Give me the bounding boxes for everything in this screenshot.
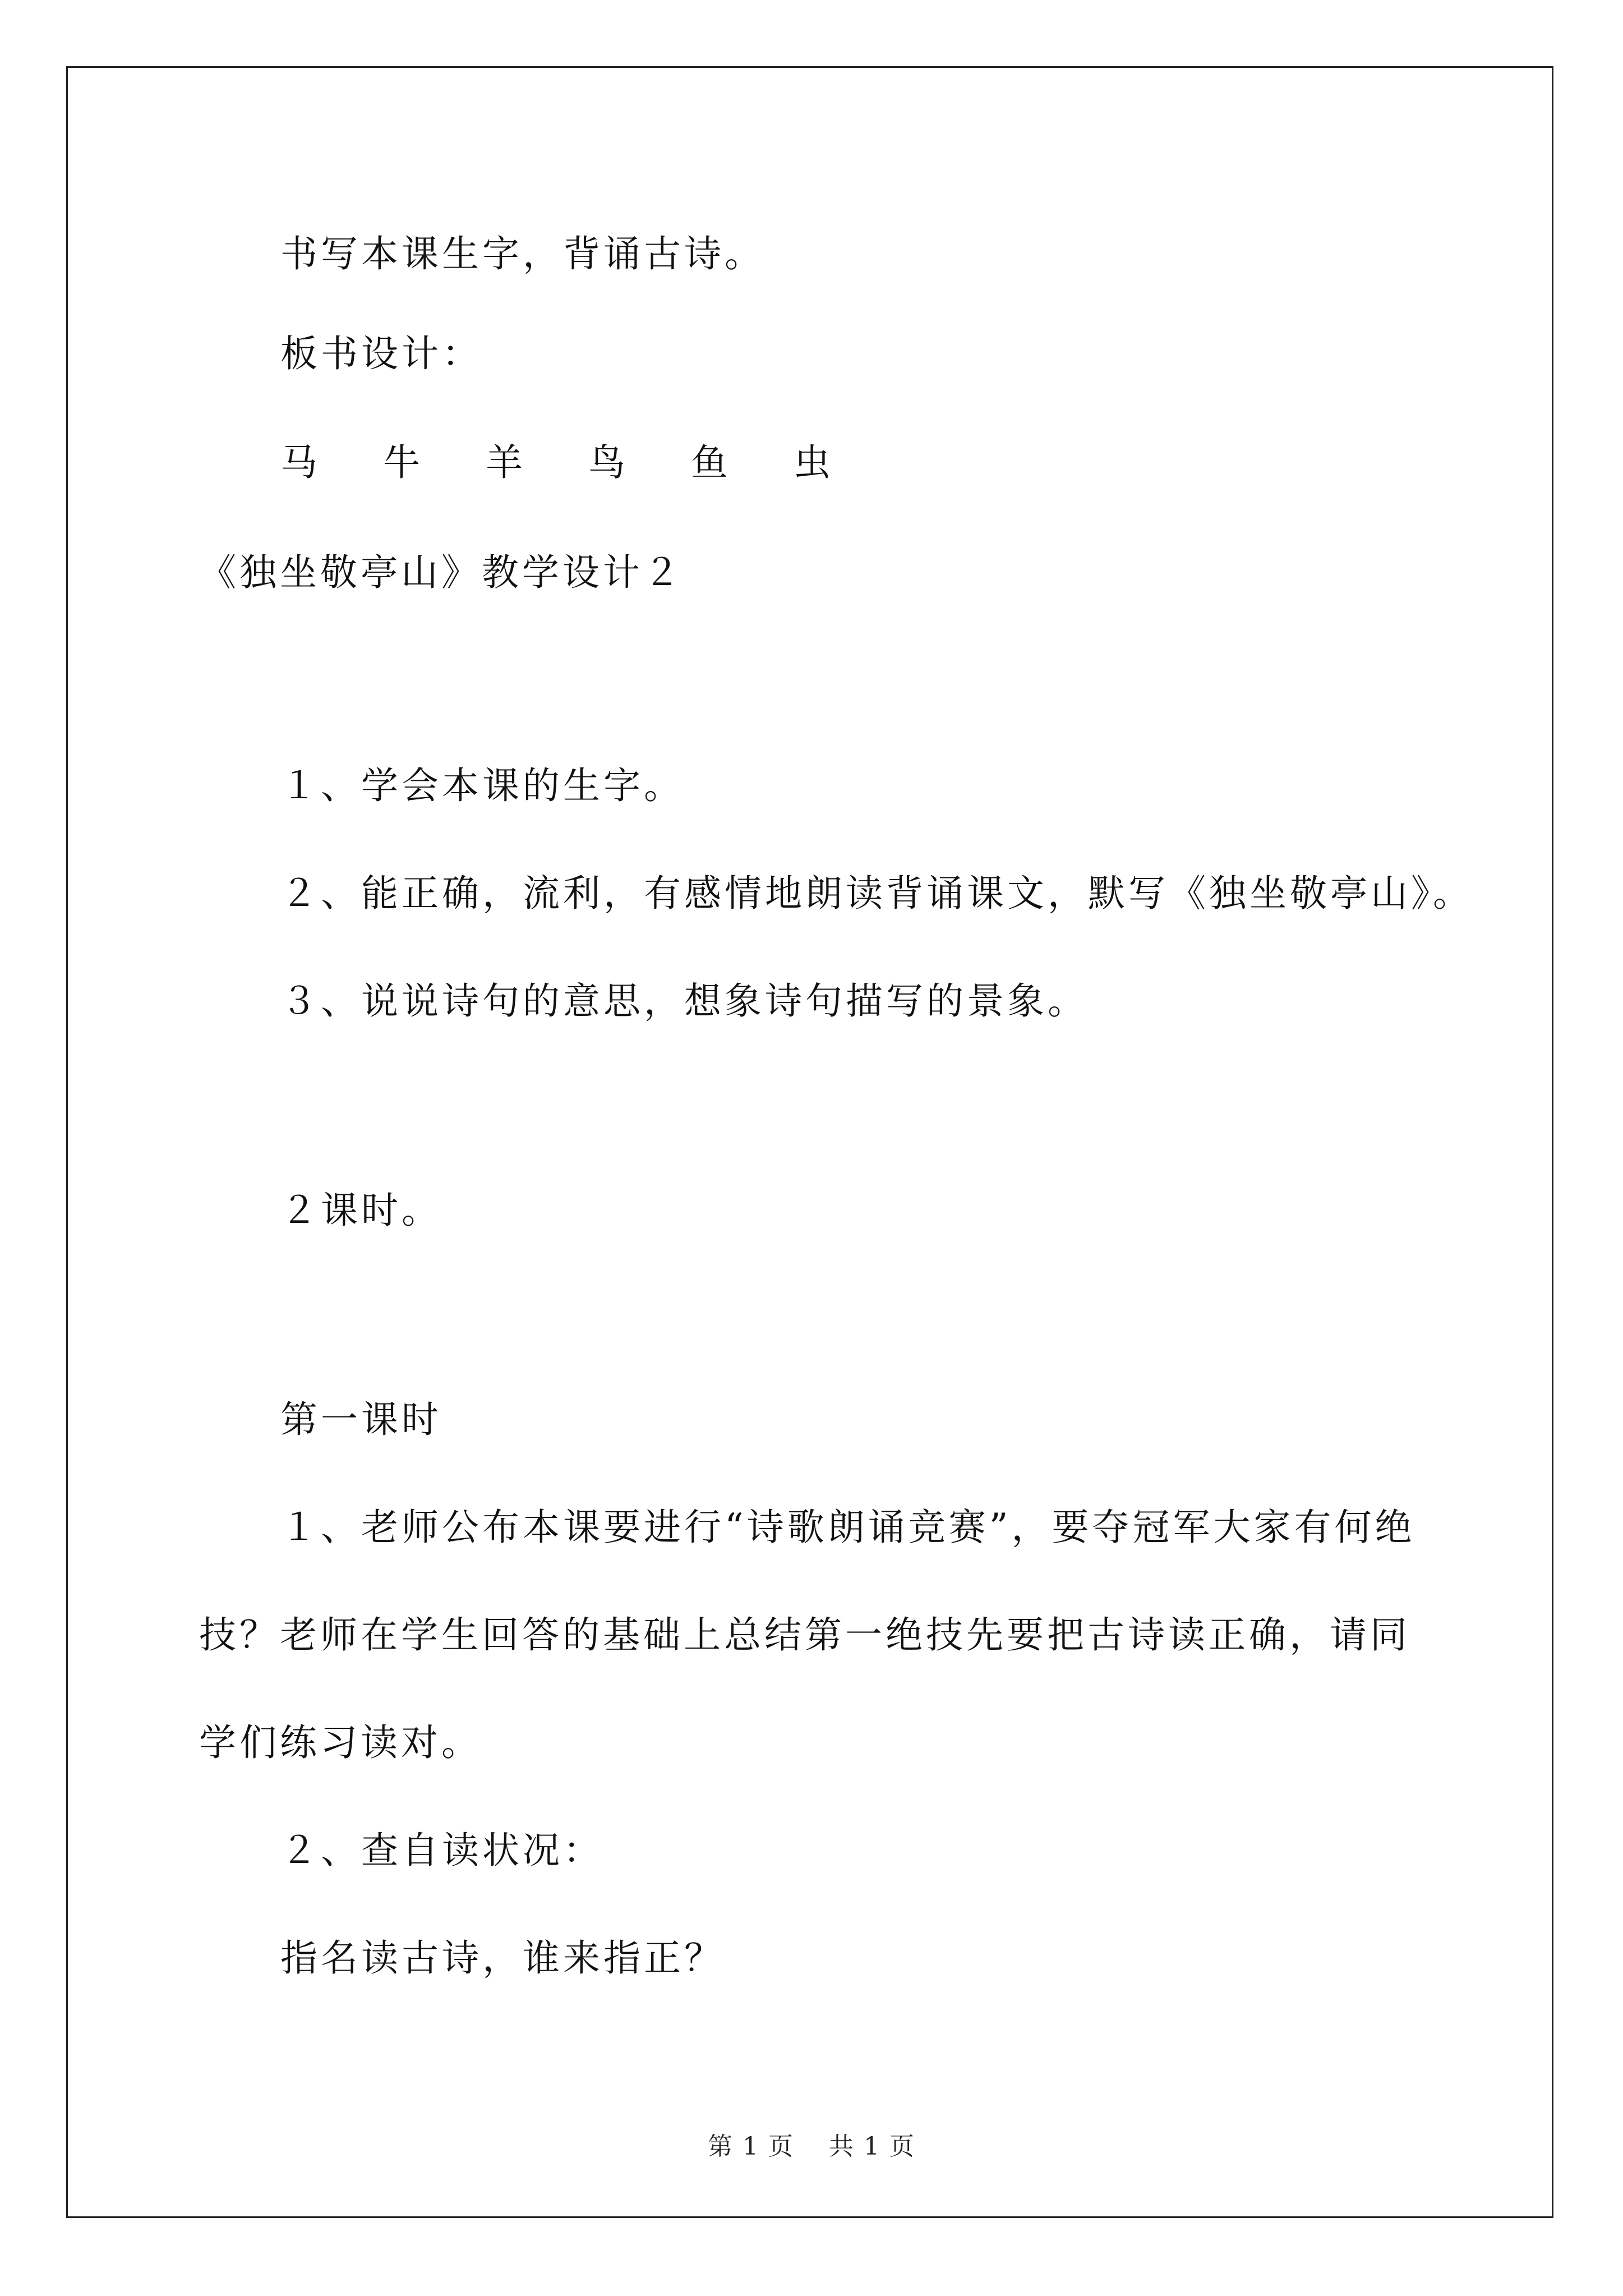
lesson-duration: ２课时。 bbox=[280, 1189, 442, 1232]
page-border bbox=[66, 66, 1553, 2218]
section-title: 《独坐敬亭山》教学设计２ bbox=[199, 551, 684, 594]
step-1-line-3: 学们练习读对。 bbox=[199, 1721, 482, 1764]
objective-1: １、学会本课的生字。 bbox=[280, 764, 684, 807]
step-2-heading: ２、查自读状况： bbox=[280, 1829, 603, 1872]
paragraph-board-characters: 马 牛 羊 鸟 鱼 虫 bbox=[280, 441, 857, 484]
objective-2: ２、能正确，流利，有感情地朗读背诵课文，默写《独坐敬亭山》。 bbox=[280, 872, 1473, 915]
objective-3: ３、说说诗句的意思，想象诗句描写的景象。 bbox=[280, 979, 1088, 1023]
step-2-instruction: 指名读古诗，谁来指正？ bbox=[280, 1936, 725, 1980]
first-lesson-heading: 第一课时 bbox=[280, 1398, 442, 1441]
step-1-line-2: 技？老师在学生回答的基础上总结第一绝技先要把古诗读正确，请同 bbox=[199, 1613, 1410, 1657]
paragraph-board-design-label: 板书设计： bbox=[280, 332, 482, 375]
paragraph-homework: 书写本课生字，背诵古诗。 bbox=[280, 232, 765, 275]
page-number-footer: 第 1 页 共 1 页 bbox=[708, 2132, 915, 2161]
step-1-line-1: １、老师公布本课要进行“诗歌朗诵竞赛”，要夺冠军大家有何绝 bbox=[280, 1506, 1415, 1549]
